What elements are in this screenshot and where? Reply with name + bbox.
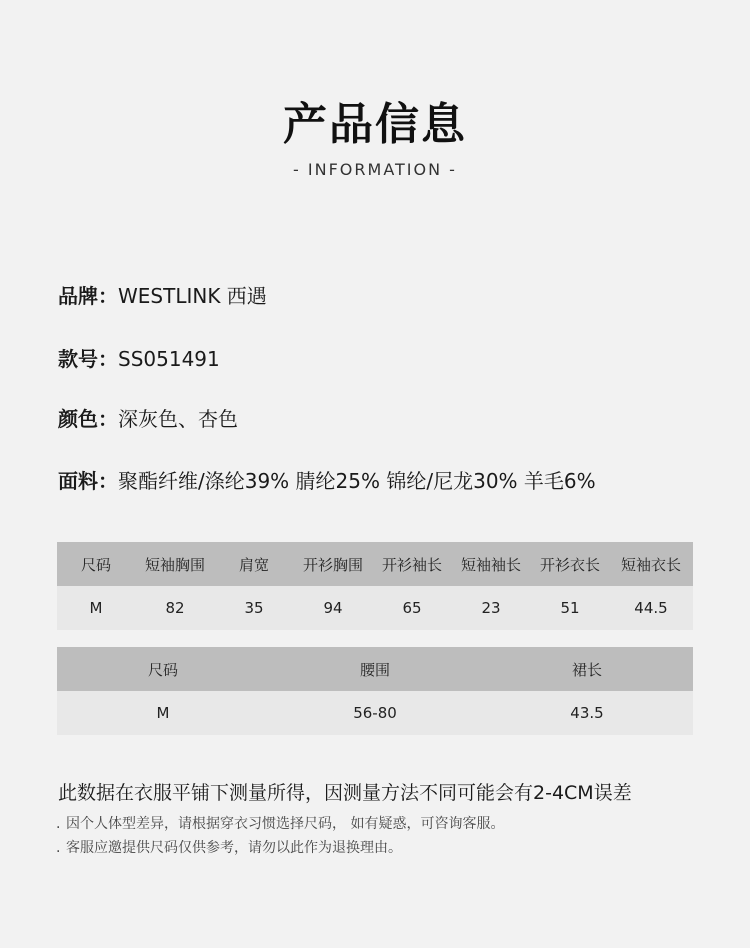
info-label: 款号： bbox=[58, 347, 118, 371]
table-row bbox=[57, 586, 693, 630]
note-text: 因个人体型差异，请根据穿衣习惯选择尺码， 如有疑惑，可咨询客服。 bbox=[66, 816, 505, 832]
info-value: 深灰色、杏色 bbox=[118, 407, 238, 431]
measurement-note-title: 此数据在衣服平铺下测量所得，因测量方法不同可能会有2-4CM误差 bbox=[58, 782, 632, 804]
table-header: 短袖衣长 bbox=[609, 542, 693, 586]
table-header: 尺码 bbox=[57, 542, 135, 586]
info-value: SS051491 bbox=[118, 347, 220, 371]
table-header-row bbox=[57, 647, 693, 691]
table-header: 尺码 bbox=[57, 647, 269, 691]
info-brand bbox=[58, 280, 267, 309]
size-table-skirt bbox=[57, 647, 693, 735]
table-cell: 94 bbox=[293, 586, 373, 630]
table-cell: 44.5 bbox=[609, 586, 693, 630]
info-label: 颜色： bbox=[58, 407, 118, 431]
table-cell: M bbox=[57, 691, 269, 735]
table-header: 短袖袖长 bbox=[451, 542, 531, 586]
table-header-row bbox=[57, 542, 693, 586]
table-cell: 51 bbox=[531, 586, 609, 630]
table-cell: 23 bbox=[451, 586, 531, 630]
size-table-tops bbox=[57, 542, 693, 630]
table-header: 腰围 bbox=[269, 647, 481, 691]
table-cell: 82 bbox=[135, 586, 215, 630]
table-header: 肩宽 bbox=[215, 542, 293, 586]
info-fabric bbox=[58, 465, 596, 494]
table-header: 开衫胸围 bbox=[293, 542, 373, 586]
table-cell: 56-80 bbox=[269, 691, 481, 735]
bullet-icon: . bbox=[56, 816, 61, 832]
table-header: 短袖胸围 bbox=[135, 542, 215, 586]
page-title: 产品信息 bbox=[283, 99, 467, 150]
note-item bbox=[56, 837, 402, 857]
page-subtitle: - INFORMATION - bbox=[293, 160, 457, 179]
info-label: 面料： bbox=[58, 469, 118, 493]
note-item bbox=[56, 813, 504, 833]
info-style-number bbox=[58, 343, 220, 372]
table-cell: M bbox=[57, 586, 135, 630]
table-cell: 65 bbox=[373, 586, 451, 630]
bullet-icon: . bbox=[56, 840, 61, 856]
info-value: 聚酯纤维/涤纶39% 腈纶25% 锦纶/尼龙30% 羊毛6% bbox=[118, 469, 596, 493]
table-row bbox=[57, 691, 693, 735]
note-text: 客服应邀提供尺码仅供参考，请勿以此作为退换理由。 bbox=[66, 840, 402, 856]
table-header: 裙长 bbox=[481, 647, 693, 691]
info-label: 品牌： bbox=[58, 284, 118, 308]
table-cell: 35 bbox=[215, 586, 293, 630]
table-header: 开衫袖长 bbox=[373, 542, 451, 586]
table-cell: 43.5 bbox=[481, 691, 693, 735]
table-header: 开衫衣长 bbox=[531, 542, 609, 586]
info-value: WESTLINK 西遇 bbox=[118, 284, 267, 308]
info-color bbox=[58, 403, 238, 432]
